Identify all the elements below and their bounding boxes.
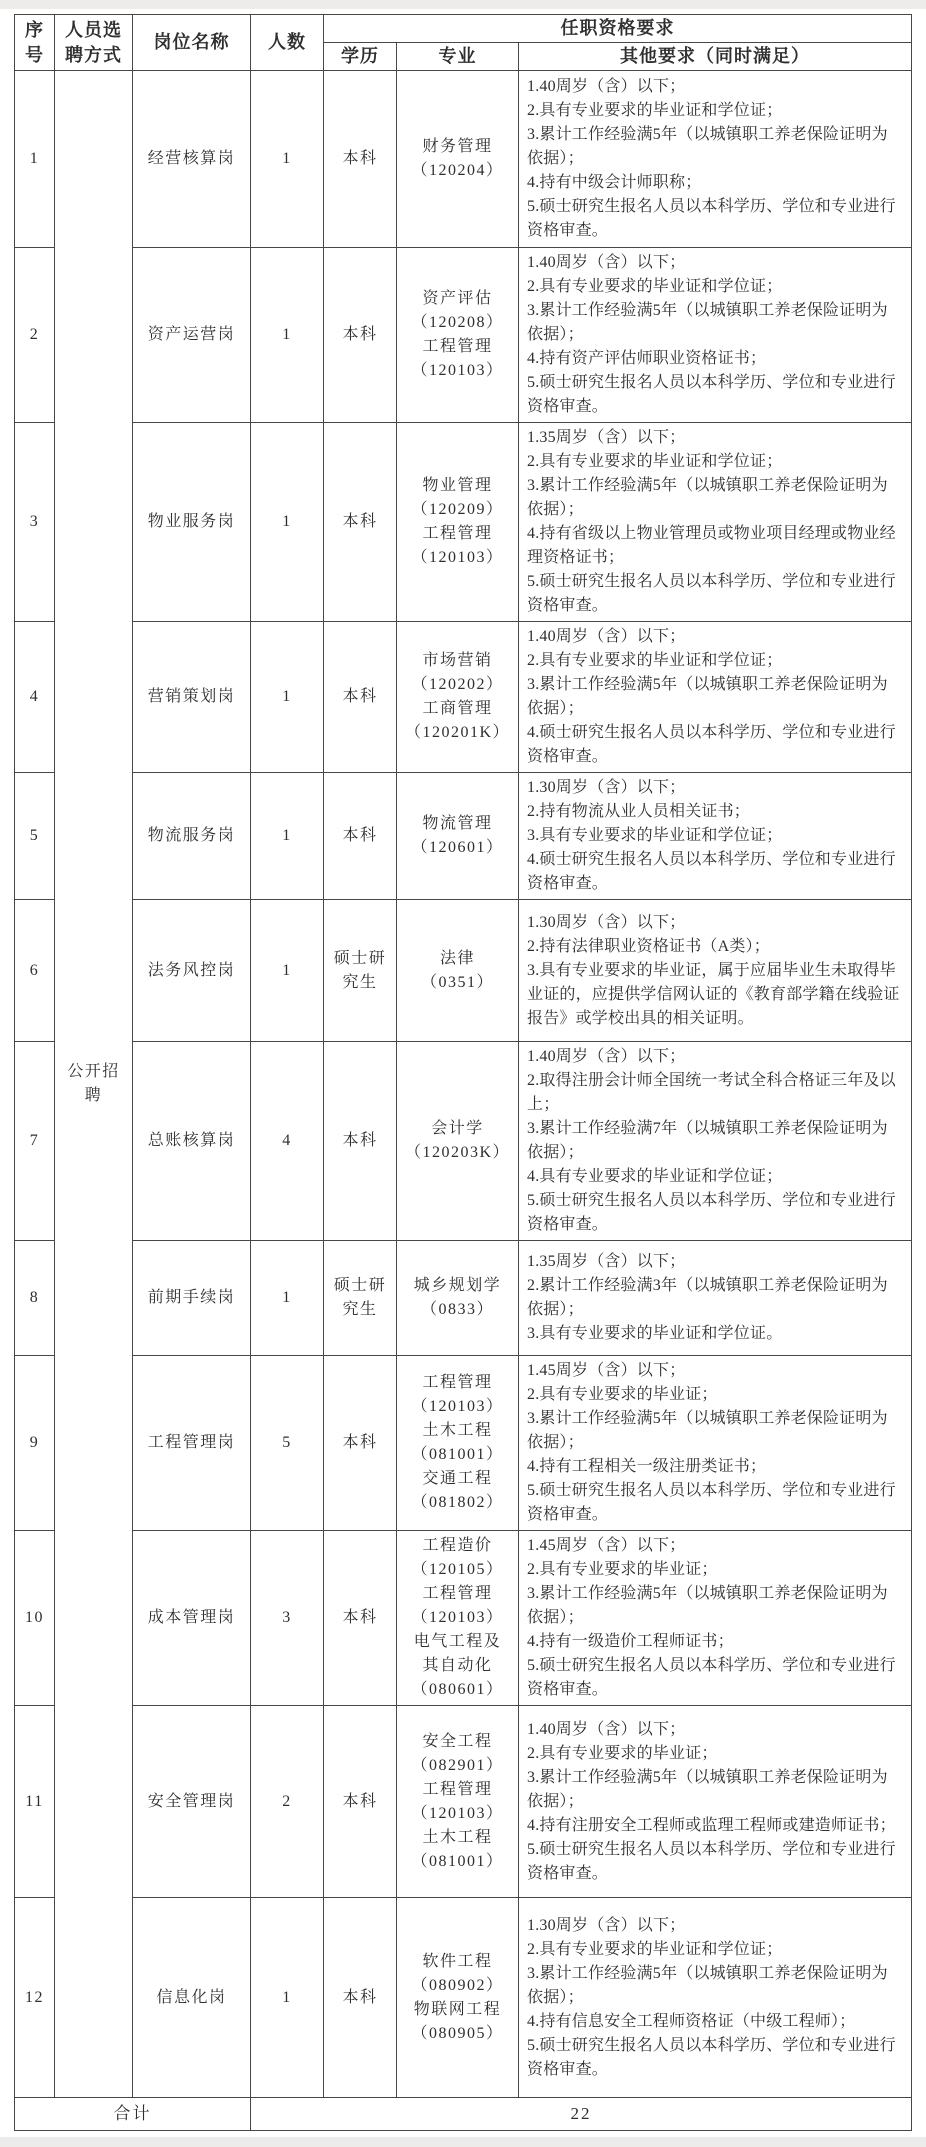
requirement-item: 5.硕士研究生报名人员以本科学历、学位和专业进行资格审查。: [527, 1482, 896, 1523]
row-seq-cell: 6: [15, 900, 55, 1042]
table-row: [15, 773, 912, 900]
requirement-item: 3.累计工作经验满5年（以城镇职工养老保险证明为依据）；: [527, 676, 888, 717]
education-cell: 本科: [324, 1356, 397, 1531]
position-cell: 资产运营岗: [133, 248, 251, 423]
table-row: [15, 1898, 912, 2098]
table-row: [15, 248, 912, 423]
requirements-cell: [519, 773, 912, 900]
headcount-cell: 1: [251, 1898, 324, 2098]
requirement-item: 5.硕士研究生报名人员以本科学历、学位和专业进行资格审查。: [527, 374, 896, 415]
requirements-cell: [519, 423, 912, 622]
position-cell: 物业服务岗: [133, 423, 251, 622]
major-line: （120203K）: [404, 1144, 511, 1161]
row-seq-cell: 1: [15, 71, 55, 248]
requirement-item: 4.硕士研究生报名人员以本科学历、学位和专业进行资格审查。: [527, 851, 896, 892]
major-line: （120201K）: [404, 724, 511, 741]
major-line: （120103）: [411, 1804, 504, 1822]
requirement-item: 4.硕士研究生报名人员以本科学历、学位和专业进行资格审查。: [527, 724, 896, 765]
major-line: 工商管理: [422, 700, 493, 717]
major-line: （120103）: [411, 362, 504, 379]
major-line: 物业管理: [422, 477, 493, 494]
table-row: [15, 900, 912, 1042]
major-line: （082901）: [411, 1756, 504, 1774]
table-row: [15, 71, 912, 248]
table-row: [15, 1241, 912, 1356]
major-line: 交通工程: [422, 1470, 493, 1487]
position-cell: 法务风控岗: [133, 900, 251, 1042]
major-cell: [397, 900, 519, 1042]
recruitment-table: [14, 14, 912, 2131]
major-line: 资产评估: [422, 290, 493, 307]
table-row: [15, 1531, 912, 1706]
requirement-item: 3.累计工作经验满5年（以城镇职工养老保险证明为依据）；: [527, 1768, 888, 1810]
requirement-item: 4.具有专业要求的毕业证和学位证；: [527, 1168, 783, 1185]
row-seq-cell: 3: [15, 423, 55, 622]
headcount-cell: 1: [251, 423, 324, 622]
requirement-item: 4.持有省级以上物业管理员或物业项目经理或物业经理资格证书；: [527, 525, 896, 566]
requirements-cell: [519, 900, 912, 1042]
requirement-item: 3.累计工作经验满5年（以城镇职工养老保险证明为依据）；: [527, 477, 888, 518]
major-line: 软件工程: [422, 1952, 493, 1970]
requirements-cell: [519, 1898, 912, 2098]
major-line: （120601）: [411, 839, 504, 856]
position-cell: 物流服务岗: [133, 773, 251, 900]
major-line: （120103）: [411, 1609, 504, 1626]
position-cell: 安全管理岗: [133, 1706, 251, 1898]
major-line: 其自动化: [422, 1657, 493, 1674]
row-seq-cell: 7: [15, 1042, 55, 1241]
table-body: [15, 71, 912, 2098]
row-seq-cell: 9: [15, 1356, 55, 1531]
education-cell: 本科: [324, 248, 397, 423]
requirement-item: 3.累计工作经验满5年（以城镇职工养老保险证明为依据）；: [527, 1585, 888, 1626]
requirements-cell: [519, 622, 912, 773]
major-cell: [397, 1531, 519, 1706]
requirement-item: 2.具有专业要求的毕业证；: [527, 1386, 718, 1403]
education-cell: 本科: [324, 773, 397, 900]
education-cell: 本科: [324, 1706, 397, 1898]
major-line: （120103）: [411, 1398, 504, 1415]
requirements-cell: [519, 1531, 912, 1706]
headcount-cell: 1: [251, 248, 324, 423]
major-line: （120103）: [411, 549, 504, 566]
major-line: （120105）: [411, 1561, 504, 1578]
requirements-cell: [519, 71, 912, 248]
position-cell: 经营核算岗: [133, 71, 251, 248]
major-line: 土木工程: [422, 1828, 493, 1846]
major-line: 安全工程: [422, 1732, 493, 1750]
major-line: （0833）: [420, 1301, 494, 1318]
major-cell: [397, 248, 519, 423]
requirement-item: 3.累计工作经验满7年（以城镇职工养老保险证明为依据）；: [527, 1120, 888, 1161]
requirement-item: 2.具有专业要求的毕业证和学位证；: [527, 453, 783, 470]
row-seq-cell: 12: [15, 1898, 55, 2098]
requirement-item: 5.硕士研究生报名人员以本科学历、学位和专业进行资格审查。: [527, 198, 896, 239]
row-seq-cell: 11: [15, 1706, 55, 1898]
major-line: 工程管理: [422, 1374, 493, 1391]
requirements-cell: [519, 1706, 912, 1898]
major-line: （081802）: [411, 1494, 504, 1511]
requirement-item: 2.持有法律职业资格证书（A类）；: [527, 937, 770, 955]
major-line: 工程管理: [422, 525, 493, 542]
requirement-item: 5.硕士研究生报名人员以本科学历、学位和专业进行资格审查。: [527, 1840, 896, 1882]
requirement-item: 1.40周岁（含）以下；: [527, 254, 686, 271]
header-count: 人数: [251, 15, 324, 71]
requirement-item: 1.35周岁（含）以下；: [527, 1253, 686, 1270]
recruitment-method-cell: 公开招聘: [55, 71, 133, 2098]
position-cell: 前期手续岗: [133, 1241, 251, 1356]
major-cell: [397, 423, 519, 622]
requirement-item: 4.持有注册安全工程师或监理工程师或建造师证书；: [527, 1816, 896, 1834]
major-line: 电气工程及: [413, 1633, 502, 1650]
requirement-item: 3.累计工作经验满5年（以城镇职工养老保险证明为依据）；: [527, 126, 888, 167]
requirement-item: 3.具有专业要求的毕业证和学位证；: [527, 827, 783, 844]
header-position: 岗位名称: [133, 15, 251, 71]
major-line: 工程管理: [422, 338, 493, 355]
requirement-item: 2.持有物流从业人员相关证书；: [527, 803, 751, 820]
requirement-item: 2.具有专业要求的毕业证和学位证；: [527, 102, 783, 119]
major-line: 工程管理: [422, 1585, 493, 1602]
requirement-item: 2.具有专业要求的毕业证和学位证；: [527, 652, 783, 669]
education-cell: 硕士研究生: [324, 900, 397, 1042]
page-bottom-margin-strip: [0, 2137, 926, 2147]
major-cell: [397, 1042, 519, 1241]
major-line: （080601）: [411, 1681, 504, 1698]
requirement-item: 1.30周岁（含）以下；: [527, 1916, 686, 1934]
header-other: 其他要求（同时满足）: [519, 43, 912, 71]
row-seq-cell: 2: [15, 248, 55, 423]
requirement-item: 3.累计工作经验满5年（以城镇职工养老保险证明为依据）；: [527, 1410, 888, 1451]
requirement-item: 3.累计工作经验满5年（以城镇职工养老保险证明为依据）；: [527, 1964, 888, 2006]
row-seq-cell: 5: [15, 773, 55, 900]
major-line: 物联网工程: [413, 2000, 502, 2018]
requirement-item: 1.30周岁（含）以下；: [527, 913, 686, 931]
major-line: （120208）: [411, 314, 504, 331]
header-major: 专业: [397, 43, 519, 71]
major-line: （120204）: [411, 162, 504, 179]
requirements-cell: [519, 1042, 912, 1241]
row-seq-cell: 4: [15, 622, 55, 773]
education-cell: 本科: [324, 1531, 397, 1706]
education-cell: 硕士研究生: [324, 1241, 397, 1356]
requirements-cell: [519, 1241, 912, 1356]
headcount-cell: 3: [251, 1531, 324, 1706]
requirement-item: 2.取得注册会计师全国统一考试全科合格证三年及以上；: [527, 1072, 896, 1113]
requirement-item: 5.硕士研究生报名人员以本科学历、学位和专业进行资格审查。: [527, 2036, 896, 2078]
major-line: （120202）: [411, 676, 504, 693]
major-cell: [397, 1898, 519, 2098]
requirement-item: 2.具有专业要求的毕业证和学位证；: [527, 1940, 783, 1958]
requirement-item: 2.具有专业要求的毕业证和学位证；: [527, 278, 783, 295]
table-row: [15, 1706, 912, 1898]
major-cell: [397, 1706, 519, 1898]
requirement-item: 1.40周岁（含）以下；: [527, 78, 686, 95]
education-cell: 本科: [324, 622, 397, 773]
header-method: 人员选聘方式: [55, 15, 133, 71]
major-line: （080902）: [411, 1976, 504, 1994]
major-line: （120209）: [411, 501, 504, 518]
requirement-item: 4.持有信息安全工程师资格证（中级工程师）；: [527, 2012, 856, 2030]
requirement-item: 3.具有专业要求的毕业证和学位证。: [527, 1325, 783, 1342]
total-value: 22: [251, 2098, 912, 2131]
education-cell: 本科: [324, 1042, 397, 1241]
major-line: 工程管理: [422, 1780, 493, 1798]
major-line: （081001）: [411, 1446, 504, 1463]
requirement-item: 2.累计工作经验满3年（以城镇职工养老保险证明为依据）；: [527, 1277, 888, 1318]
position-cell: 成本管理岗: [133, 1531, 251, 1706]
major-line: 会计学: [431, 1120, 484, 1137]
position-cell: 总账核算岗: [133, 1042, 251, 1241]
requirement-item: 1.40周岁（含）以下；: [527, 628, 686, 645]
major-line: （080905）: [411, 2024, 504, 2042]
position-cell: 工程管理岗: [133, 1356, 251, 1531]
requirement-item: 2.具有专业要求的毕业证；: [527, 1561, 718, 1578]
requirements-cell: [519, 1356, 912, 1531]
table-row: [15, 622, 912, 773]
major-line: 财务管理: [422, 138, 493, 155]
requirement-item: 4.持有工程相关一级注册类证书；: [527, 1458, 767, 1475]
major-line: 土木工程: [422, 1422, 493, 1439]
requirement-item: 4.持有中级会计师职称；: [527, 174, 702, 191]
page-top-margin-strip: [0, 0, 926, 9]
total-label: 合计: [15, 2098, 251, 2131]
headcount-cell: 1: [251, 71, 324, 248]
headcount-cell: 5: [251, 1356, 324, 1531]
requirement-item: 4.持有资产评估师职业资格证书；: [527, 350, 767, 367]
header-qualification: 任职资格要求: [324, 15, 912, 43]
requirement-item: 1.30周岁（含）以下；: [527, 779, 686, 796]
headcount-cell: 1: [251, 900, 324, 1042]
education-cell: 本科: [324, 423, 397, 622]
position-cell: 营销策划岗: [133, 622, 251, 773]
position-cell: 信息化岗: [133, 1898, 251, 2098]
requirement-item: 1.45周岁（含）以下；: [527, 1362, 686, 1379]
education-cell: 本科: [324, 71, 397, 248]
table-row: [15, 423, 912, 622]
major-line: 法律: [439, 949, 475, 967]
row-seq-cell: 8: [15, 1241, 55, 1356]
header-seq: 序号: [15, 15, 55, 71]
requirement-item: 5.硕士研究生报名人员以本科学历、学位和专业进行资格审查。: [527, 1657, 896, 1698]
row-seq-cell: 10: [15, 1531, 55, 1706]
major-line: 市场营销: [422, 652, 493, 669]
requirement-item: 3.累计工作经验满5年（以城镇职工养老保险证明为依据）；: [527, 302, 888, 343]
major-cell: [397, 1356, 519, 1531]
requirement-item: 4.持有一级造价工程师证书；: [527, 1633, 734, 1650]
headcount-cell: 1: [251, 1241, 324, 1356]
headcount-cell: 2: [251, 1706, 324, 1898]
requirement-item: 1.40周岁（含）以下；: [527, 1720, 686, 1738]
requirement-item: 5.硕士研究生报名人员以本科学历、学位和专业进行资格审查。: [527, 1192, 896, 1233]
major-line: 工程造价: [422, 1537, 493, 1554]
major-cell: [397, 71, 519, 248]
requirement-item: 1.35周岁（含）以下；: [527, 429, 686, 446]
major-line: 物流管理: [422, 815, 493, 832]
requirement-item: 1.45周岁（含）以下；: [527, 1537, 686, 1554]
major-cell: [397, 1241, 519, 1356]
requirement-item: 2.具有专业要求的毕业证；: [527, 1744, 718, 1762]
total-row: [15, 2098, 912, 2131]
requirement-item: 3.具有专业要求的毕业证，属于应届毕业生未取得毕业证的，应提供学信网认证的《教育部学籍在线验证报告》或学校出具的相关证明。: [527, 961, 900, 1027]
major-line: （081001）: [411, 1852, 504, 1870]
headcount-cell: 1: [251, 622, 324, 773]
requirement-item: 5.硕士研究生报名人员以本科学历、学位和专业进行资格审查。: [527, 573, 896, 614]
requirement-item: 1.40周岁（含）以下；: [527, 1048, 686, 1065]
major-cell: [397, 773, 519, 900]
headcount-cell: 1: [251, 773, 324, 900]
header-education: 学历: [324, 43, 397, 71]
headcount-cell: 4: [251, 1042, 324, 1241]
major-line: 城乡规划学: [413, 1277, 502, 1294]
major-cell: [397, 622, 519, 773]
education-cell: 本科: [324, 1898, 397, 2098]
table-row: [15, 1042, 912, 1241]
header-row-1: [15, 15, 912, 43]
major-line: （0351）: [420, 973, 494, 991]
requirements-cell: [519, 248, 912, 423]
table-row: [15, 1356, 912, 1531]
